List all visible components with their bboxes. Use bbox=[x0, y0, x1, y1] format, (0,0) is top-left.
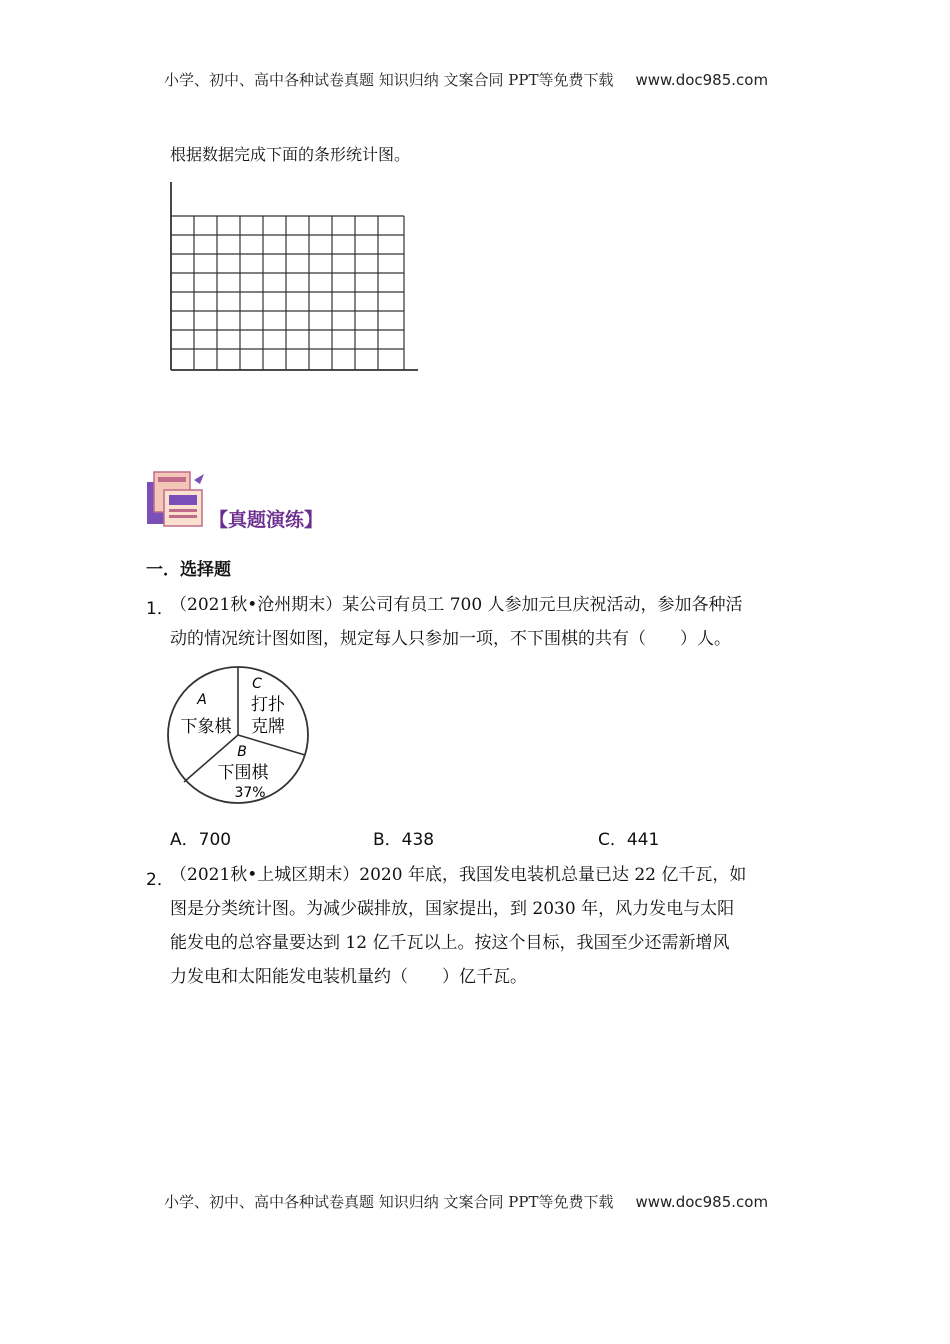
option-c: C．441 bbox=[598, 830, 660, 850]
pie-chart bbox=[160, 662, 320, 812]
instruction-text: 根据数据完成下面的条形统计图。 bbox=[170, 145, 411, 164]
header-url: www.doc985.com bbox=[635, 71, 769, 89]
document-stack-icon bbox=[144, 468, 206, 530]
question-number: 1． bbox=[146, 599, 174, 619]
question-1-line: 动的情况统计图如图，规定每人只参加一项，不下围棋的共有（ ）人。 bbox=[170, 629, 731, 649]
question-2-line: （2021秋•上城区期末）2020 年底，我国发电装机总量已达 22 亿千瓦，如 bbox=[170, 865, 747, 885]
footer-url: www.doc985.com bbox=[635, 1193, 769, 1211]
pie-label-letter: B bbox=[237, 744, 247, 760]
pie-label-text: 下象棋 bbox=[180, 717, 232, 737]
empty-bar-chart-grid bbox=[160, 180, 430, 375]
footer-text: 小学、初中、高中各种试卷真题 知识归纳 文案合同 PPT等免费下载 bbox=[164, 1193, 614, 1211]
pie-label-percent: 37% bbox=[234, 785, 266, 801]
section-title: 【真题演练】 bbox=[209, 509, 324, 531]
question-2-text bbox=[170, 858, 820, 994]
question-1-line: （2021秋•沧州期末）某公司有员工 700 人参加元旦庆祝活动，参加各种活 bbox=[170, 595, 743, 615]
option-a: A．700 bbox=[170, 830, 232, 850]
pie-label-letter: A bbox=[197, 692, 207, 708]
pie-label-text: 打扑 bbox=[251, 695, 285, 715]
page-footer bbox=[164, 1191, 768, 1212]
question-2-line: 图是分类统计图。为减少碳排放，国家提出，到 2030 年，风力发电与太阳 bbox=[170, 899, 735, 919]
question-2-line: 力发电和太阳能发电装机量约（ ）亿千瓦。 bbox=[170, 967, 527, 987]
header-text: 小学、初中、高中各种试卷真题 知识归纳 文案合同 PPT等免费下载 bbox=[164, 71, 614, 89]
pie-label-text: 克牌 bbox=[251, 717, 285, 737]
question-number: 2． bbox=[146, 870, 174, 890]
option-b: B．438 bbox=[373, 830, 435, 850]
question-1-text bbox=[170, 588, 820, 656]
part-title: 一．选择题 bbox=[146, 560, 231, 580]
pie-label-text: 下围棋 bbox=[217, 763, 269, 783]
page-header bbox=[164, 69, 768, 90]
pie-label-letter: C bbox=[252, 676, 262, 692]
question-2-line: 能发电的总容量要达到 12 亿千瓦以上。按这个目标，我国至少还需新增风 bbox=[170, 933, 730, 953]
